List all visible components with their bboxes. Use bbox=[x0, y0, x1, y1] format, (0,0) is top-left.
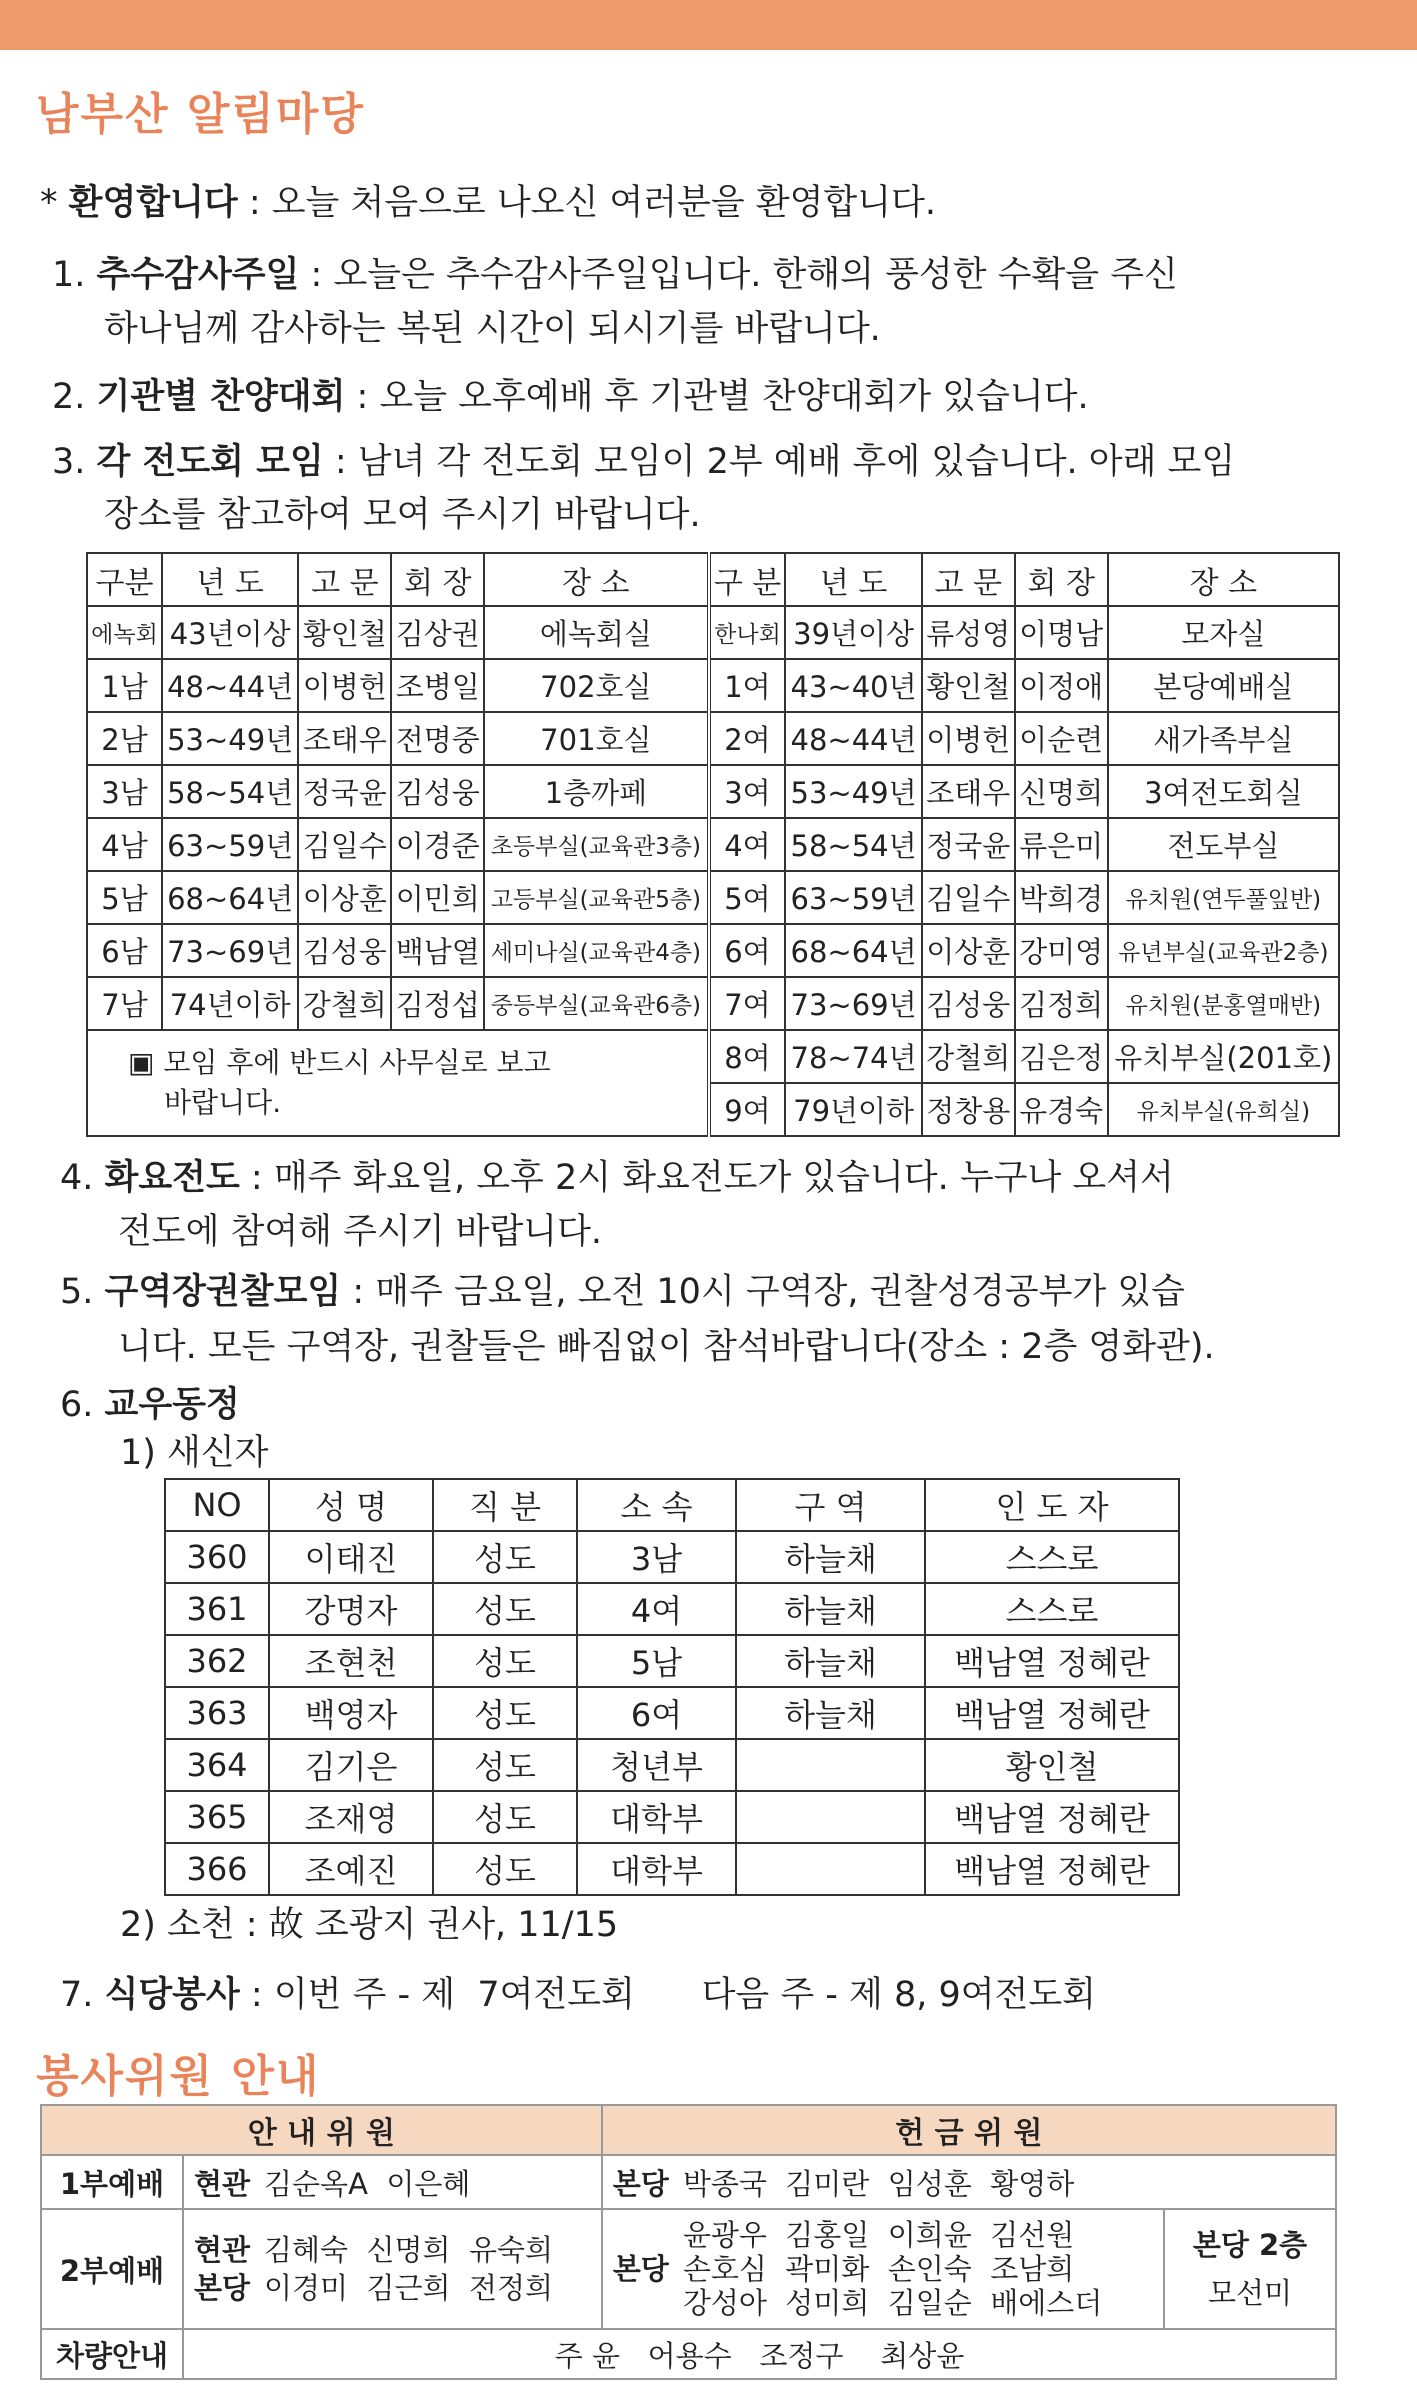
cell-years: 79년이하 bbox=[785, 1083, 921, 1136]
location-label: 본당 bbox=[194, 2271, 251, 2305]
cell-district bbox=[736, 1843, 925, 1895]
cell-advisor: 김성웅 bbox=[922, 977, 1015, 1030]
cell-group: 청년부 bbox=[577, 1739, 736, 1791]
item-text: : 남녀 각 전도회 모임이 2부 예배 후에 있습니다. 아래 모임 bbox=[323, 442, 1236, 482]
cell-place: 701호실 bbox=[484, 712, 708, 765]
note-line: 바랍니다. bbox=[164, 1086, 282, 1119]
volunteer-table bbox=[40, 2104, 1337, 2380]
cell-advisor: 김일수 bbox=[922, 871, 1015, 924]
table-row bbox=[87, 659, 1339, 712]
cell-title: 성도 bbox=[433, 1843, 577, 1895]
col-header: 인 도 자 bbox=[925, 1479, 1179, 1531]
row-label: 차량안내 bbox=[41, 2329, 183, 2379]
location-label: 현관 bbox=[194, 2166, 251, 2201]
item-title: 식당봉사 bbox=[104, 1975, 240, 2015]
location-label: 본당 bbox=[612, 2252, 669, 2286]
names: 강성아 성미희 김일순 배에스더 bbox=[682, 2286, 1103, 2320]
item1-line2: 하나님께 감사하는 복된 시간이 되시기를 바랍니다. bbox=[104, 309, 881, 349]
table-row bbox=[87, 1030, 1339, 1083]
cell-district: 하늘채 bbox=[736, 1687, 925, 1739]
cell-place: 1층까페 bbox=[484, 765, 708, 818]
cell-years: 63~59년 bbox=[162, 818, 298, 871]
vehicle-names: 주 윤 어용수 조정구 최상윤 bbox=[183, 2329, 1336, 2379]
cell-name: 조재영 bbox=[269, 1791, 433, 1843]
cell-advisor: 강철희 bbox=[922, 1030, 1015, 1083]
cell-group: 9여 bbox=[709, 1083, 786, 1136]
col-header: 장 소 bbox=[484, 553, 708, 606]
meeting-note bbox=[87, 1030, 709, 1136]
cell-group: 5남 bbox=[87, 871, 162, 924]
names: 이경미 김근희 전정희 bbox=[264, 2271, 554, 2305]
table-row bbox=[87, 871, 1339, 924]
cell-president: 류은미 bbox=[1015, 818, 1108, 871]
cell-name: 조현천 bbox=[269, 1635, 433, 1687]
cell-years: 48~44년 bbox=[162, 659, 298, 712]
cell-advisor: 정국윤 bbox=[298, 765, 391, 818]
cell-place: 세미나실(교육관4층) bbox=[484, 924, 708, 977]
offering-inner bbox=[613, 2218, 1103, 2320]
item-text: : 오늘은 추수감사주일입니다. 한해의 풍성한 수확을 주신 bbox=[299, 255, 1178, 295]
table-row bbox=[87, 977, 1339, 1030]
item-title: 교우동정 bbox=[104, 1385, 240, 1425]
table-row bbox=[165, 1843, 1179, 1895]
item1-line1 bbox=[52, 250, 1377, 300]
item4-line1 bbox=[60, 1153, 1377, 1203]
cell-president: 백남열 bbox=[391, 924, 484, 977]
cell-no: 362 bbox=[165, 1635, 269, 1687]
cell-guide: 황인철 bbox=[925, 1739, 1179, 1791]
cell-place: 새가족부실 bbox=[1108, 712, 1339, 765]
cell-president: 신명희 bbox=[1015, 765, 1108, 818]
names: 손호심 곽미화 손인숙 조남희 bbox=[682, 2252, 1075, 2286]
cell-no: 361 bbox=[165, 1583, 269, 1635]
item-number: 4. bbox=[60, 1158, 105, 1198]
cell-group: 한나회 bbox=[709, 606, 786, 659]
cell-no: 360 bbox=[165, 1531, 269, 1583]
cell-president: 이민희 bbox=[391, 871, 484, 924]
cell-district bbox=[736, 1791, 925, 1843]
cell-president: 박희경 bbox=[1015, 871, 1108, 924]
item6-line bbox=[60, 1380, 1377, 1430]
cell-years: 43년이상 bbox=[162, 606, 298, 659]
item-number: 6. bbox=[60, 1385, 105, 1425]
col-header: 년 도 bbox=[162, 553, 298, 606]
cell-group: 4여 bbox=[577, 1583, 736, 1635]
table-row bbox=[41, 2155, 1336, 2209]
cell-name: 백영자 bbox=[269, 1687, 433, 1739]
cell-group: 6남 bbox=[87, 924, 162, 977]
cell-place: 702호실 bbox=[484, 659, 708, 712]
inner-row bbox=[613, 2218, 1103, 2320]
item-number: 5. bbox=[60, 1272, 105, 1312]
cell-place: 초등부실(교육관3층) bbox=[484, 818, 708, 871]
bullet-marker: * bbox=[40, 183, 69, 223]
cell-group: 7남 bbox=[87, 977, 162, 1030]
cell-district: 하늘채 bbox=[736, 1635, 925, 1687]
cell-president: 유경숙 bbox=[1015, 1083, 1108, 1136]
cell-group: 6여 bbox=[709, 924, 786, 977]
item5-line2: 니다. 모든 구역장, 권찰들은 빠짐없이 참석바랍니다(장소 : 2층 영화관). bbox=[118, 1327, 1215, 1367]
cell-years: 58~54년 bbox=[162, 765, 298, 818]
cell-president: 김정희 bbox=[1015, 977, 1108, 1030]
cell-group: 2남 bbox=[87, 712, 162, 765]
names: 박종국 김미란 임성훈 황영하 bbox=[682, 2166, 1075, 2201]
cell-president: 이명남 bbox=[1015, 606, 1108, 659]
col-header: 장 소 bbox=[1108, 553, 1339, 606]
meeting-header-row bbox=[87, 553, 1339, 606]
cell-place: 유치부실(유희실) bbox=[1108, 1083, 1339, 1136]
welcome-title: 환영합니다 bbox=[68, 183, 238, 223]
cell-advisor: 조태우 bbox=[922, 765, 1015, 818]
item-title: 구역장권찰모임 bbox=[104, 1272, 342, 1312]
top-color-bar bbox=[0, 0, 1417, 50]
cell-group: 2여 bbox=[709, 712, 786, 765]
cell-advisor: 이상훈 bbox=[298, 871, 391, 924]
cell-place: 유년부실(교육관2층) bbox=[1108, 924, 1339, 977]
col-header: 고 문 bbox=[922, 553, 1015, 606]
newcomer-table bbox=[164, 1478, 1180, 1896]
table-row bbox=[165, 1635, 1179, 1687]
cell-years: 39년이상 bbox=[785, 606, 921, 659]
cell-president: 강미영 bbox=[1015, 924, 1108, 977]
item-text: : 이번 주 - 제 7여전도회 다음 주 - 제 8, 9여전도회 bbox=[239, 1975, 1096, 2015]
cell-name: 김기은 bbox=[269, 1739, 433, 1791]
col-header: 회 장 bbox=[1015, 553, 1108, 606]
table-row bbox=[165, 1583, 1179, 1635]
item-title: 기관별 찬양대회 bbox=[96, 377, 346, 417]
cell-years: 53~49년 bbox=[162, 712, 298, 765]
cell-place: 고등부실(교육관5층) bbox=[484, 871, 708, 924]
cell-advisor: 정국윤 bbox=[922, 818, 1015, 871]
col-header: 년 도 bbox=[785, 553, 921, 606]
table-row bbox=[41, 2209, 1336, 2329]
item-number: 2. bbox=[52, 377, 97, 417]
cell-years: 58~54년 bbox=[785, 818, 921, 871]
item4-line2: 전도에 참여해 주시기 바랍니다. bbox=[118, 1212, 603, 1252]
cell-group: 3남 bbox=[87, 765, 162, 818]
cell-name: 조예진 bbox=[269, 1843, 433, 1895]
names-block bbox=[683, 2218, 1103, 2320]
cell-district bbox=[736, 1739, 925, 1791]
cell-group: 6여 bbox=[577, 1687, 736, 1739]
cell-title: 성도 bbox=[433, 1739, 577, 1791]
location-label: 본당 2층 bbox=[1192, 2228, 1308, 2262]
cell-president: 조병일 bbox=[391, 659, 484, 712]
item-number: 1. bbox=[52, 255, 97, 295]
table-row bbox=[87, 712, 1339, 765]
cell-advisor: 황인철 bbox=[922, 659, 1015, 712]
row-label: 1부예배 bbox=[41, 2155, 183, 2209]
table-row bbox=[87, 765, 1339, 818]
cell-title: 성도 bbox=[433, 1531, 577, 1583]
guide-cell bbox=[183, 2155, 602, 2209]
table-row bbox=[41, 2329, 1336, 2379]
note-line: ▣ 모임 후에 반드시 사무실로 보고 bbox=[128, 1046, 551, 1079]
cell-president: 김은정 bbox=[1015, 1030, 1108, 1083]
cell-years: 68~64년 bbox=[162, 871, 298, 924]
cell-group: 대학부 bbox=[577, 1843, 736, 1895]
item-title: 추수감사주일 bbox=[96, 255, 300, 295]
names: 윤광우 김홍일 이희윤 김선원 bbox=[682, 2218, 1075, 2252]
cell-guide: 백남열 정혜란 bbox=[925, 1635, 1179, 1687]
names: 모선미 bbox=[1207, 2276, 1293, 2310]
cell-name: 강명자 bbox=[269, 1583, 433, 1635]
cell-place: 모자실 bbox=[1108, 606, 1339, 659]
table-row bbox=[87, 924, 1339, 977]
item5-line1 bbox=[60, 1267, 1377, 1317]
cell-years: 53~49년 bbox=[785, 765, 921, 818]
item2-line bbox=[52, 372, 1377, 422]
col-header-guide: 안 내 위 원 bbox=[41, 2105, 602, 2155]
cell-president: 이정애 bbox=[1015, 659, 1108, 712]
names: 김혜숙 신명희 유숙희 bbox=[264, 2233, 554, 2267]
item-text: : 오늘 오후예배 후 기관별 찬양대회가 있습니다. bbox=[345, 377, 1089, 417]
guide-cell bbox=[183, 2209, 602, 2329]
cell-president: 김상권 bbox=[391, 606, 484, 659]
cell-group: 5남 bbox=[577, 1635, 736, 1687]
cell-president: 김성웅 bbox=[391, 765, 484, 818]
cell-title: 성도 bbox=[433, 1583, 577, 1635]
cell-place: 유치부실(201호) bbox=[1108, 1030, 1339, 1083]
item-text: : 매주 화요일, 오후 2시 화요전도가 있습니다. 누구나 오셔서 bbox=[239, 1158, 1174, 1198]
table-row bbox=[165, 1791, 1179, 1843]
table-row bbox=[165, 1687, 1179, 1739]
cell-advisor: 류성영 bbox=[922, 606, 1015, 659]
item-number: 7. bbox=[60, 1975, 105, 2015]
section-title-announcements: 남부산 알림마당 bbox=[36, 89, 365, 140]
item7-line bbox=[60, 1970, 1377, 2020]
cell-no: 363 bbox=[165, 1687, 269, 1739]
cell-place: 본당예배실 bbox=[1108, 659, 1339, 712]
item-number: 3. bbox=[52, 442, 97, 482]
cell-years: 48~44년 bbox=[785, 712, 921, 765]
cell-no: 365 bbox=[165, 1791, 269, 1843]
section-title-volunteers: 봉사위원 안내 bbox=[36, 2051, 321, 2102]
cell-group: 대학부 bbox=[577, 1791, 736, 1843]
cell-place: 에녹회실 bbox=[484, 606, 708, 659]
table-row bbox=[87, 818, 1339, 871]
cell-years: 73~69년 bbox=[785, 977, 921, 1030]
cell-title: 성도 bbox=[433, 1791, 577, 1843]
cell-no: 364 bbox=[165, 1739, 269, 1791]
cell-group: 8여 bbox=[709, 1030, 786, 1083]
col-header: NO bbox=[165, 1479, 269, 1531]
item3-line2: 장소를 참고하여 모여 주시기 바랍니다. bbox=[104, 495, 701, 535]
names: 김순옥A 이은혜 bbox=[264, 2166, 471, 2201]
col-header: 구 분 bbox=[709, 553, 786, 606]
cell-guide: 스스로 bbox=[925, 1531, 1179, 1583]
welcome-line bbox=[40, 178, 1377, 228]
welcome-text: : 오늘 처음으로 나오신 여러분을 환영합니다. bbox=[237, 183, 936, 223]
table-row bbox=[165, 1531, 1179, 1583]
cell-advisor: 정창용 bbox=[922, 1083, 1015, 1136]
cell-title: 성도 bbox=[433, 1687, 577, 1739]
cell-district: 하늘채 bbox=[736, 1531, 925, 1583]
cell-advisor: 김성웅 bbox=[298, 924, 391, 977]
cell-years: 73~69년 bbox=[162, 924, 298, 977]
cell-group: 7여 bbox=[709, 977, 786, 1030]
item-text: : 매주 금요일, 오전 10시 구역장, 권찰성경공부가 있습 bbox=[341, 1272, 1185, 1312]
cell-group: 3여 bbox=[709, 765, 786, 818]
offering-cell bbox=[602, 2155, 1336, 2209]
cell-place: 3여전도회실 bbox=[1108, 765, 1339, 818]
col-header: 구 역 bbox=[736, 1479, 925, 1531]
col-header: 구분 bbox=[87, 553, 162, 606]
cell-advisor: 황인철 bbox=[298, 606, 391, 659]
cell-no: 366 bbox=[165, 1843, 269, 1895]
cell-group: 1여 bbox=[709, 659, 786, 712]
cell-president: 이경준 bbox=[391, 818, 484, 871]
item-title: 각 전도회 모임 bbox=[96, 442, 324, 482]
cell-place: 유치원(분홍열매반) bbox=[1108, 977, 1339, 1030]
cell-president: 이순련 bbox=[1015, 712, 1108, 765]
cell-years: 63~59년 bbox=[785, 871, 921, 924]
cell-advisor: 김일수 bbox=[298, 818, 391, 871]
cell-place: 중등부실(교육관6층) bbox=[484, 977, 708, 1030]
cell-group: 4남 bbox=[87, 818, 162, 871]
table-row bbox=[165, 1739, 1179, 1791]
col-header: 회 장 bbox=[391, 553, 484, 606]
cell-president: 김정섭 bbox=[391, 977, 484, 1030]
cell-place: 유치원(연두풀잎반) bbox=[1108, 871, 1339, 924]
cell-president: 전명중 bbox=[391, 712, 484, 765]
cell-group: 1남 bbox=[87, 659, 162, 712]
cell-years: 74년이하 bbox=[162, 977, 298, 1030]
row-label: 2부예배 bbox=[41, 2209, 183, 2329]
location-label: 현관 bbox=[194, 2233, 251, 2267]
cell-group: 5여 bbox=[709, 871, 786, 924]
cell-years: 78~74년 bbox=[785, 1030, 921, 1083]
cell-years: 43~40년 bbox=[785, 659, 921, 712]
cell-group: 4여 bbox=[709, 818, 786, 871]
location-label: 본당 bbox=[612, 2166, 669, 2201]
item6-sub2: 2) 소천 : 故 조광지 권사, 11/15 bbox=[120, 1905, 619, 1945]
cell-group: 에녹회 bbox=[87, 606, 162, 659]
col-header: 성 명 bbox=[269, 1479, 433, 1531]
col-header: 소 속 bbox=[577, 1479, 736, 1531]
cell-name: 이태진 bbox=[269, 1531, 433, 1583]
cell-guide: 백남열 정혜란 bbox=[925, 1843, 1179, 1895]
col-header: 고 문 bbox=[298, 553, 391, 606]
item6-sub1: 1) 새신자 bbox=[120, 1433, 269, 1473]
table-row bbox=[87, 606, 1339, 659]
cell-advisor: 강철희 bbox=[298, 977, 391, 1030]
cell-district: 하늘채 bbox=[736, 1583, 925, 1635]
col-header-offering: 헌 금 위 원 bbox=[602, 2105, 1336, 2155]
item-title: 화요전도 bbox=[104, 1158, 240, 1198]
col-header: 직 분 bbox=[433, 1479, 577, 1531]
offering-cell bbox=[602, 2209, 1164, 2329]
cell-place: 전도부실 bbox=[1108, 818, 1339, 871]
cell-guide: 백남열 정혜란 bbox=[925, 1791, 1179, 1843]
item3-line1 bbox=[52, 437, 1377, 487]
meeting-table bbox=[86, 552, 1340, 1137]
newcomer-header-row bbox=[165, 1479, 1179, 1531]
cell-advisor: 이병헌 bbox=[298, 659, 391, 712]
extra-cell bbox=[1164, 2209, 1336, 2329]
cell-advisor: 이상훈 bbox=[922, 924, 1015, 977]
cell-advisor: 조태우 bbox=[298, 712, 391, 765]
cell-advisor: 이병헌 bbox=[922, 712, 1015, 765]
cell-group: 3남 bbox=[577, 1531, 736, 1583]
cell-guide: 백남열 정혜란 bbox=[925, 1687, 1179, 1739]
cell-title: 성도 bbox=[433, 1635, 577, 1687]
cell-guide: 스스로 bbox=[925, 1583, 1179, 1635]
volunteer-header-row bbox=[41, 2105, 1336, 2155]
cell-years: 68~64년 bbox=[785, 924, 921, 977]
